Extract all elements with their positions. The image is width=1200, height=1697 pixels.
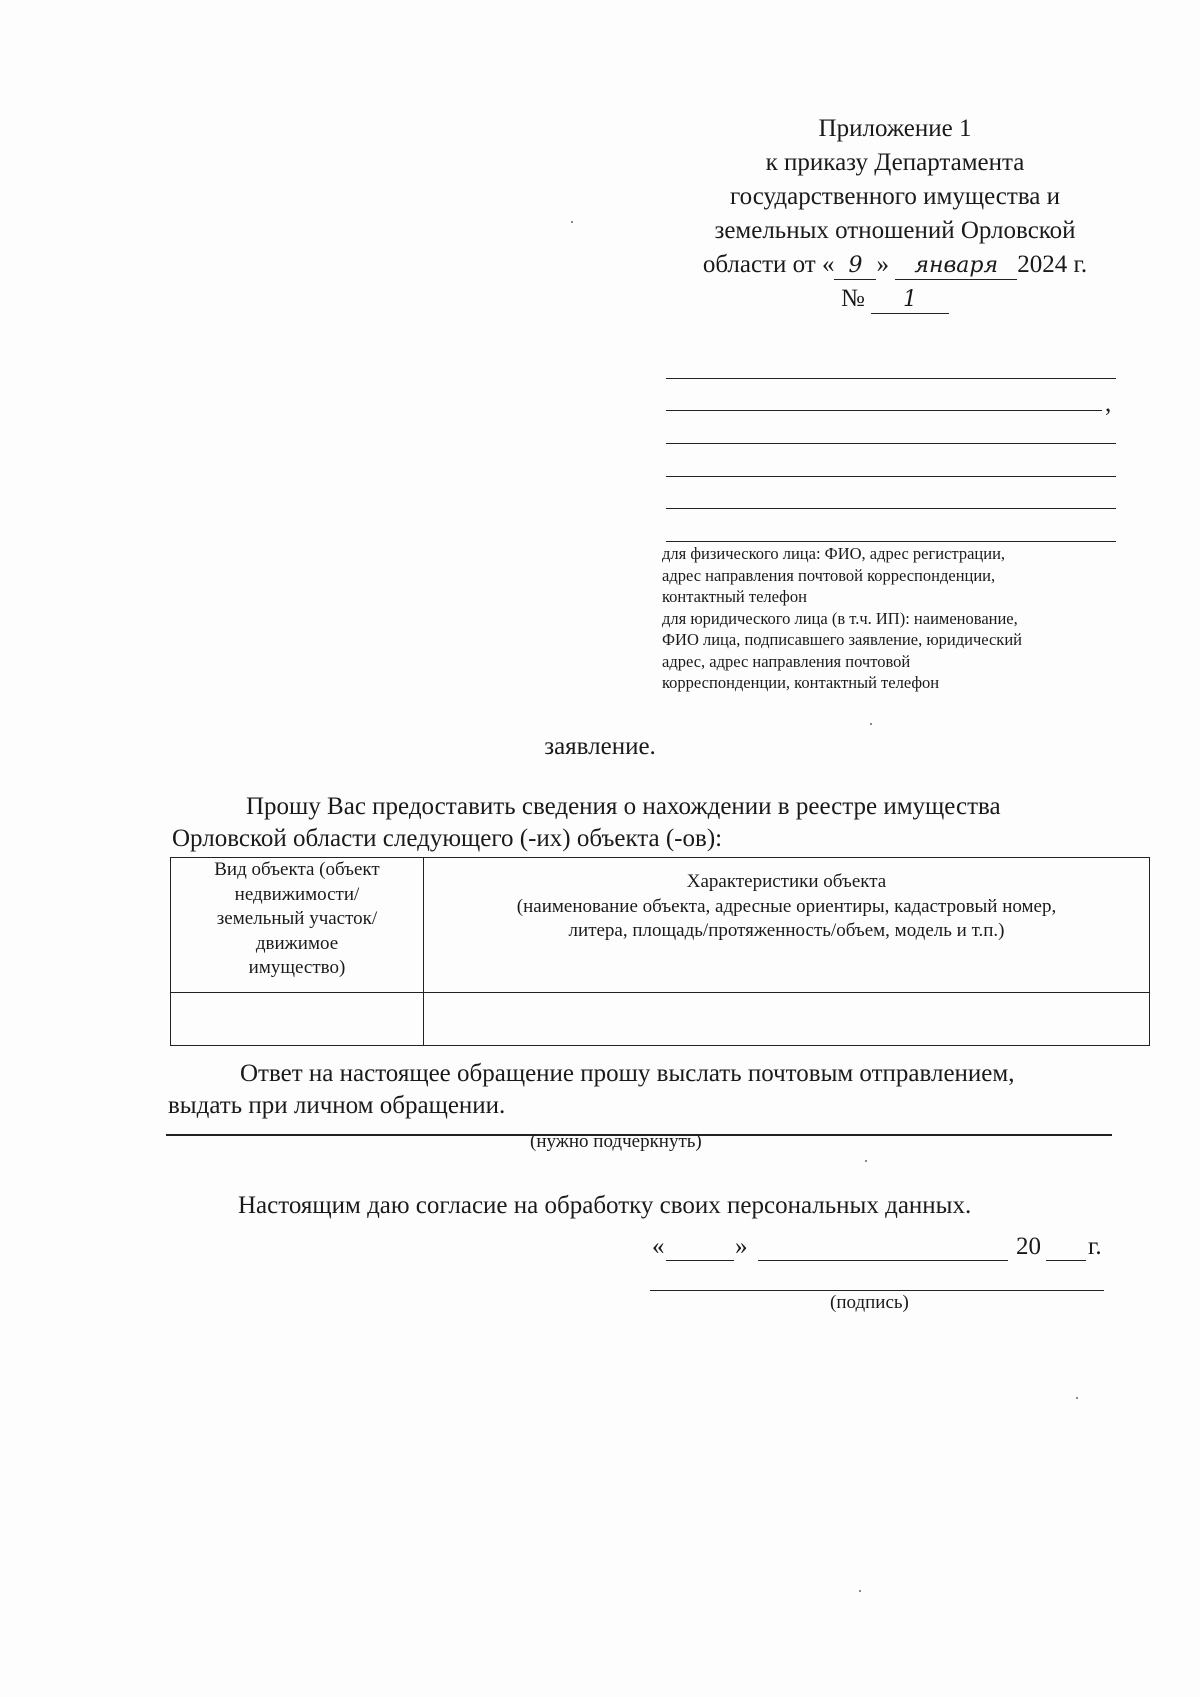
signature-caption: (подпись)	[830, 1292, 909, 1313]
annex-number-line	[660, 282, 1130, 316]
header-line: движимое	[255, 932, 339, 954]
objects-table	[170, 857, 1150, 1046]
scan-speck	[859, 1590, 861, 1592]
scan-speck	[571, 221, 573, 223]
consent-date-close: »	[735, 1233, 748, 1260]
consent-year-suffix: г.	[1088, 1233, 1102, 1260]
consent-year-prefix: 20	[1016, 1233, 1041, 1260]
header-line: земельный участок/	[216, 908, 378, 929]
date-suffix: 2024 г.	[1017, 251, 1088, 278]
handwritten-day: 9	[834, 253, 876, 280]
date-mid: »	[876, 251, 889, 278]
handwritten-number: 1	[871, 287, 949, 314]
annex-line-1: Приложение 1	[818, 115, 972, 142]
document-title: заявление.	[544, 733, 656, 760]
annex-line-4: земельных отношений Орловской	[714, 217, 1076, 244]
hint-line: адрес направления почтовой корреспонденции,	[662, 565, 996, 585]
signature-line	[650, 1290, 1104, 1291]
table-row	[171, 993, 1150, 1046]
header-line: литера, площадь/протяженность/объем, модель и т.п.)	[568, 920, 1005, 941]
consent-day-line	[666, 1260, 734, 1261]
applicant-line-1	[666, 378, 1116, 379]
consent-year-line	[1046, 1260, 1086, 1261]
handwritten-month: января	[895, 253, 1017, 280]
hint-line: ФИО лица, подписавшего заявление, юридический	[662, 630, 1022, 649]
answer-line-1: Ответ на настоящее обращение прошу выслать почтовым отправлением,	[240, 1060, 1015, 1087]
header-line: Характеристики объекта	[686, 871, 887, 892]
table-header-row	[171, 858, 1150, 993]
applicant-comma: ,	[1105, 390, 1112, 417]
date-prefix: области от «	[702, 251, 835, 278]
hint-line: контактный телефон	[662, 587, 807, 606]
answer-caption: (нужно подчеркнуть)	[530, 1131, 702, 1152]
applicant-line-6	[666, 541, 1116, 542]
request-line-1: Прошу Вас предоставить сведения о нахождении в реестре имущества	[246, 793, 1001, 820]
consent-month-line	[758, 1260, 1008, 1261]
cell-object-type[interactable]	[171, 993, 424, 1046]
consent-text: Настоящим даю согласие на обработку своих персональных данных.	[238, 1192, 972, 1219]
header-line: (наименование объекта, адресные ориентиры, кадастровый номер,	[516, 895, 1057, 917]
hint-line: для физического лица: ФИО, адрес регистрации,	[662, 544, 1006, 563]
header-line: Вид объекта (объект	[214, 859, 380, 880]
applicant-line-4	[666, 476, 1116, 477]
cell-object-characteristics[interactable]	[424, 993, 1150, 1046]
applicant-line-5	[666, 508, 1116, 509]
header-object-type	[171, 858, 424, 993]
scan-speck	[865, 1160, 867, 1162]
annex-line-2: к приказу Департамента	[765, 149, 1025, 176]
header-object-characteristics	[424, 858, 1150, 993]
applicant-line-2	[666, 410, 1102, 411]
applicant-hint	[662, 543, 1102, 694]
consent-date-open: «	[652, 1233, 665, 1260]
annex-date-line	[660, 248, 1130, 282]
applicant-line-3	[666, 443, 1116, 444]
scan-speck	[870, 723, 872, 725]
scan-speck	[1076, 1397, 1078, 1399]
header-line: имущество)	[248, 957, 346, 978]
annex-header	[660, 112, 1130, 316]
hint-line: для юридического лица (в т.ч. ИП): наименование,	[662, 608, 1018, 628]
answer-line-2: выдать при личном обращении.	[168, 1092, 506, 1119]
hint-line: адрес, адрес направления почтовой	[662, 651, 911, 671]
number-label: №	[840, 285, 865, 312]
annex-line-3: государственного имущества и	[729, 183, 1061, 210]
header-line: недвижимости/	[234, 883, 360, 905]
hint-line: корреспонденции, контактный телефон	[662, 673, 940, 692]
request-line-2: Орловской области следующего (-их) объекта (-ов):	[172, 825, 723, 852]
